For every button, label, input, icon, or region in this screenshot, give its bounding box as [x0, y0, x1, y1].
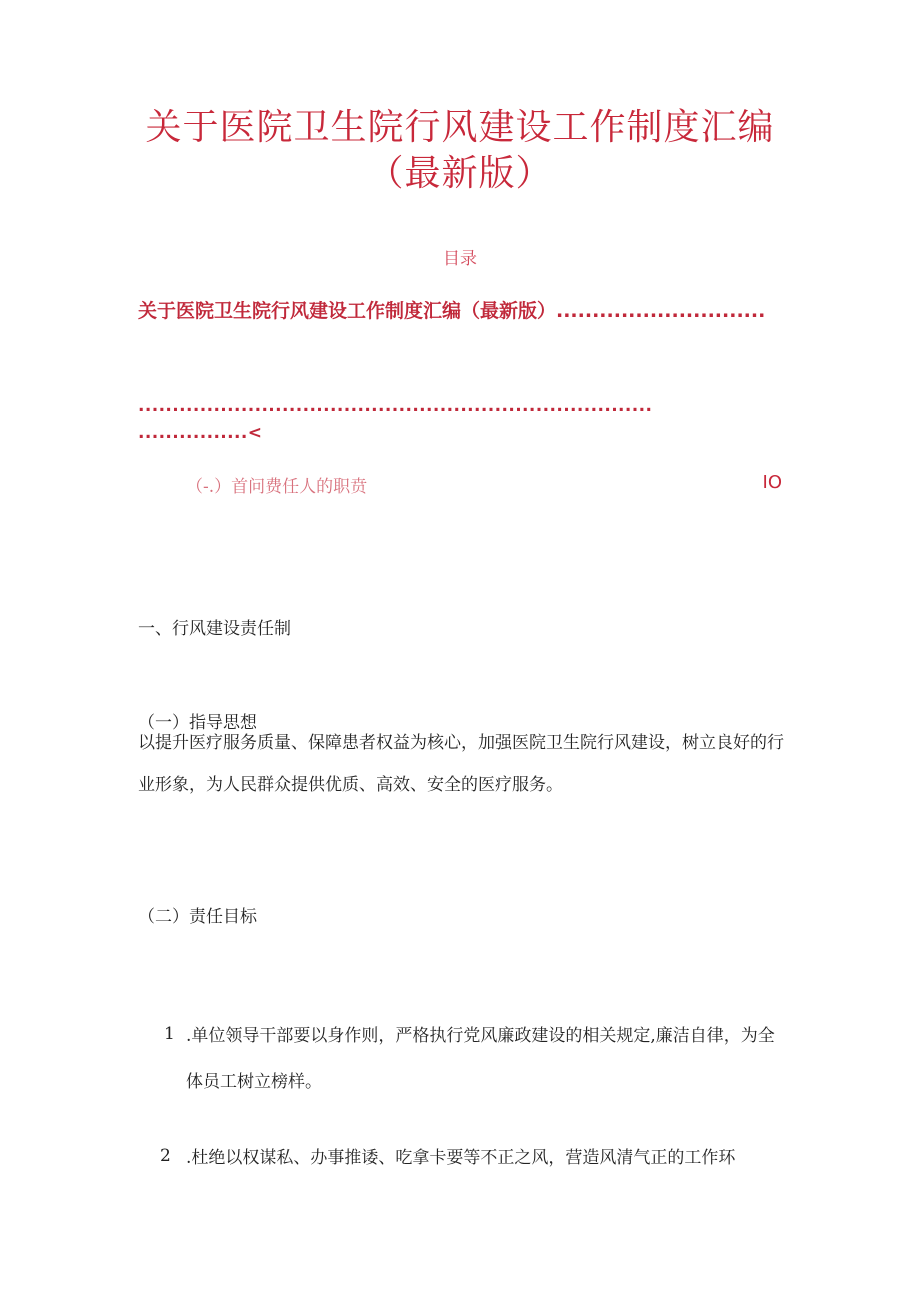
list-item-number: 2: [160, 1146, 171, 1166]
toc-dot-leader-line-2: ................<: [138, 423, 263, 443]
list-item-text: .单位领导干部要以身作则，严格执行党风廉政建设的相关规定,廉洁自律，为全体员工树立榜样。: [186, 1026, 775, 1092]
subsection-heading-guiding-thought: （一）指导思想: [138, 713, 257, 733]
guiding-thought-paragraph: 以提升医疗服务质量、保障患者权益为核心，加强医院卫生院行风建设，树立良好的行业形象，为人民群众提供优质、高效、安全的医疗服务。: [138, 733, 784, 795]
toc-sub-entry-label[interactable]: （-.）首问费任人的职贲: [186, 477, 368, 497]
document-title-line-2: （最新版）: [367, 153, 553, 194]
section-heading: 一、行风建设责任制: [138, 619, 291, 639]
list-item-number: 1: [164, 1024, 175, 1044]
document-title-line-1: 关于医院卫生院行风建设工作制度汇编: [145, 107, 775, 148]
list-item-text: .杜绝以权谋私、办事推诿、吃拿卡要等不正之风，营造风清气正的工作环: [186, 1148, 736, 1168]
toc-sub-entry-page-number: IO: [762, 472, 782, 493]
toc-dot-leader-line-1: ...........................................................................: [138, 396, 653, 416]
toc-heading: 目录: [443, 249, 477, 269]
subsection-heading-responsibility-goals: （二）责任目标: [138, 907, 257, 927]
toc-entry-title[interactable]: 关于医院卫生院行风建设工作制度汇编（最新版）.............................: [138, 300, 766, 322]
